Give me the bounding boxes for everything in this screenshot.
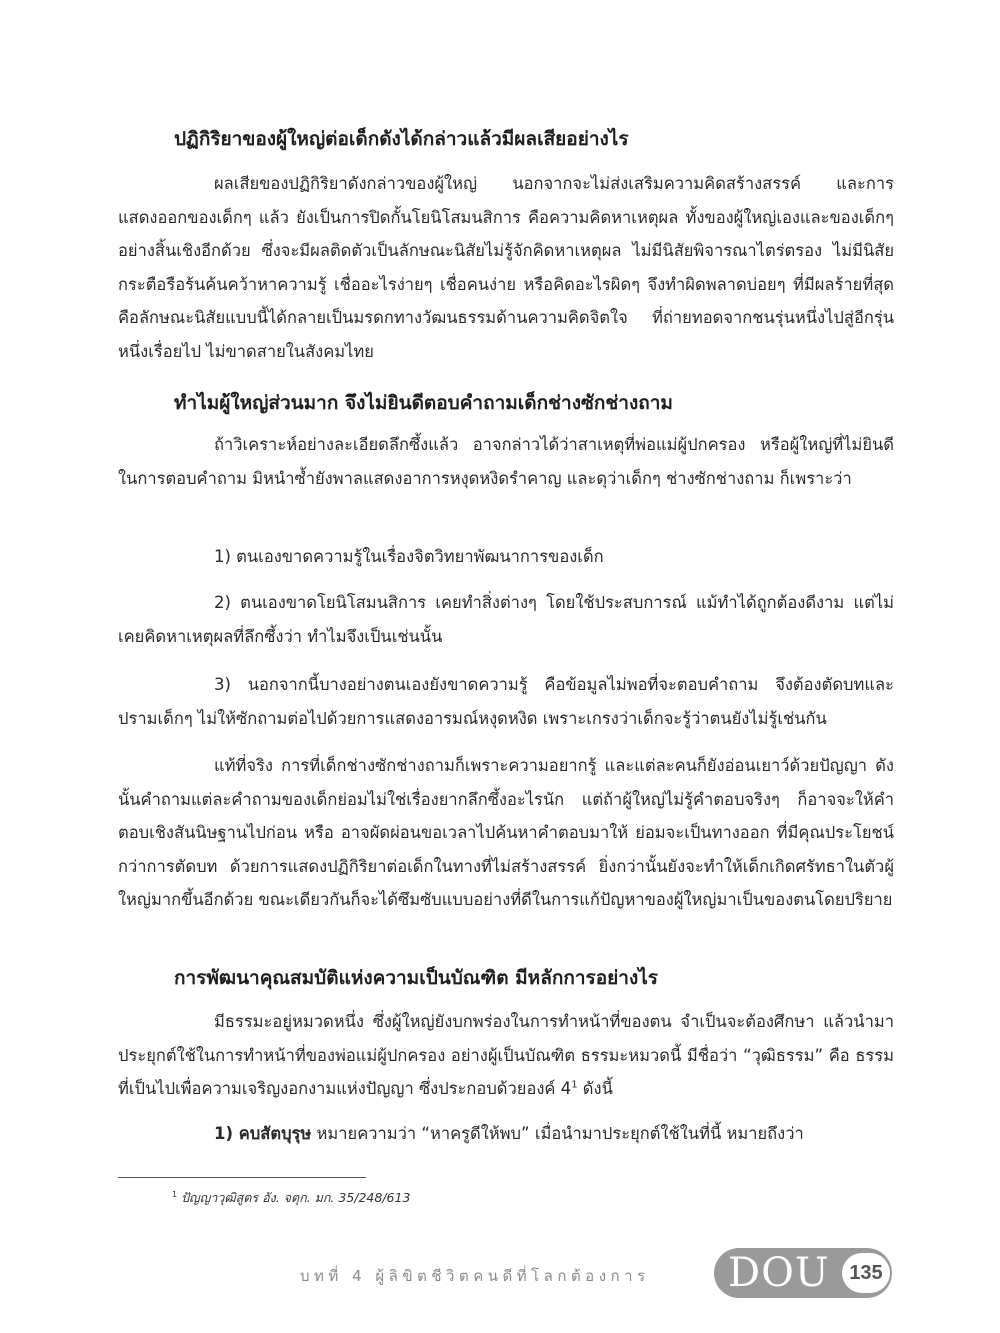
list-item-1: 1) ตนเองขาดความรู้ในเรื่องจิตวิทยาพัฒนาการของเด็ก <box>214 547 604 566</box>
section-3-intro <box>118 1005 894 1106</box>
list-item-2: 2) ตนเองขาดโยนิโสมนสิการ เคยทำสิ่งต่างๆ โดยใช้ประสบการณ์ แม้ทำได้ถูกต้องดีงาม แต่ไม่เคยคิดหาเหตุผลที่ลึกซึ้งว่า ทำไมจึงเป็นเช่นนั้น <box>118 593 894 646</box>
section-heading-2: ทำไมผู้ใหญ่ส่วนมาก จึงไม่ยินดีตอบคำถามเด็กช่างซักช่างถาม <box>174 392 673 414</box>
section-3-item-1 <box>118 1117 894 1151</box>
page-number: 135 <box>842 1253 890 1293</box>
section-heading-3: การพัฒนาคุณสมบัติแห่งความเป็นบัณฑิต มีหลักการอย่างไร <box>174 967 658 989</box>
item-1-description: หมายความว่า “หาครูดีให้พบ” เมื่อนำมาประยุกต์ใช้ในที่นี้ หมายถึงว่า <box>311 1124 804 1143</box>
footnote-text: ปัญญาวุฒิสูตร อัง. จตุก. มก. 35/248/613 <box>181 1190 411 1205</box>
section-heading-1: ปฏิกิริยาของผู้ใหญ่ต่อเด็กดังได้กล่าวแล้วมีผลเสียอย่างไร <box>174 128 629 150</box>
footnote-reference: 1 <box>571 1079 578 1091</box>
item-1-term: 1) คบสัตบุรุษ <box>214 1124 312 1143</box>
footnote <box>172 1188 410 1208</box>
list-item-3: 3) นอกจากนี้บางอย่างตนเองยังขาดความรู้ คือข้อมูลไม่พอที่จะตอบคำถาม จึงต้องตัดบทและปรามเด็กๆ ไม่ให้ซักถามต่อไปด้วยการแสดงอารมณ์หงุดหงิด เพราะเกรงว่าเด็กจะรู้ว่าตนยังไม่รู้เช่นกัน <box>118 675 894 728</box>
section-3-intro-text: มีธรรมะอยู่หมวดหนึ่ง ซึ่งผู้ใหญ่ยังบกพร่องในการทำหน้าที่ของตน จำเป็นจะต้องศึกษา แล้วนำมาประยุกต์ใช้ในการทำหน้าที่ของพ่อแม่ผู้ปกครอง อย่างผู้เป็นบัณฑิต ธรรมะหมวดนี้ มีชื่อว่า “วุฒิธรรม” คือ ธรรมที่เป็นไปเพื่อความเจริญงอกงามแห่งปัญญา ซึ่งประกอบด้วยองค์ 4 <box>118 1012 894 1098</box>
section-2-intro: ถ้าวิเคราะห์อย่างละเอียดลึกซึ้งแล้ว อาจกล่าวได้ว่าสาเหตุที่พ่อแม่ผู้ปกครอง หรือผู้ใหญ่ที่ไม่ยินดีในการตอบคำถาม มิหนำซ้ำยังพาลแสดงอาการหงุดหงิดรำคาญ และดุว่าเด็กๆ ช่างซักช่างถาม ก็เพราะว่า <box>118 435 894 488</box>
section-2-closing: แท้ที่จริง การที่เด็กช่างซักช่างถามก็เพราะความอยากรู้ และแต่ละคนก็ยังอ่อนเยาว์ด้วยปัญญา ดังนั้นคำถามแต่ละคำถามของเด็กย่อมไม่ใช่เรื่องยากลึกซึ้งอะไรนัก แต่ถ้าผู้ใหญ่ไม่รู้คำตอบจริงๆ ก็อาจจะให้คำตอบเชิงสันนิษฐานไปก่อน หรือ อาจผัดผ่อนขอเวลาไปค้นหาคำตอบมาให้ ย่อมจะเป็นทางออก ที่มีคุณประโยชน์กว่าการตัดบท ด้วยการแสดงปฏิกิริยาต่อเด็กในทางที่ไม่สร้างสรรค์ ยิ่งกว่านั้นยังจะทำให้เด็กเกิดศรัทธาในตัวผู้ใหญ่มากขึ้นอีกด้วย ขณะเดียวกันก็จะได้ซึมซับแบบอย่างที่ดีในการแก้ปัญหาของผู้ใหญ่มาเป็นของตนโดยปริยาย <box>118 756 894 909</box>
dou-logo: DOU <box>728 1250 830 1296</box>
page-badge <box>714 1248 892 1298</box>
running-footer-title: บทที่ 4 ผู้ลิขิตชีวิตคนดีที่โลกต้องการ <box>300 1267 650 1285</box>
section-1-paragraph: ผลเสียของปฏิกิริยาดังกล่าวของผู้ใหญ่ นอกจากจะไม่ส่งเสริมความคิดสร้างสรรค์ และการแสดงออกของเด็กๆ แล้ว ยังเป็นการปิดกั้นโยนิโสมนสิการ คือความคิดหาเหตุผล ทั้งของผู้ใหญ่เองและของเด็กๆ อย่างสิ้นเชิงอีกด้วย ซึ่งจะมีผลติดตัวเป็นลักษณะนิสัยไม่รู้จักคิดหาเหตุผล ไม่มีนิสัยพิจารณาไตร่ตรอง ไม่มีนิสัยกระตือรือร้นค้นคว้าหาความรู้ เชื่ออะไรง่ายๆ เชื่อคนง่าย หรือคิดอะไรผิดๆ จึงทำผิดพลาดบ่อยๆ ที่มีผลร้ายที่สุด คือลักษณะนิสัยแบบนี้ได้กลายเป็นมรดกทางวัฒนธรรมด้านความคิดจิตใจ ที่ถ่ายทอดจากชนรุ่นหนึ่งไปสู่อีกรุ่นหนึ่งเรื่อยไป ไม่ขาดสายในสังคมไทย <box>118 174 894 361</box>
footnote-mark: 1 <box>172 1189 178 1199</box>
footnote-divider <box>118 1177 366 1178</box>
section-3-intro-tail: ดังนี้ <box>577 1079 613 1098</box>
